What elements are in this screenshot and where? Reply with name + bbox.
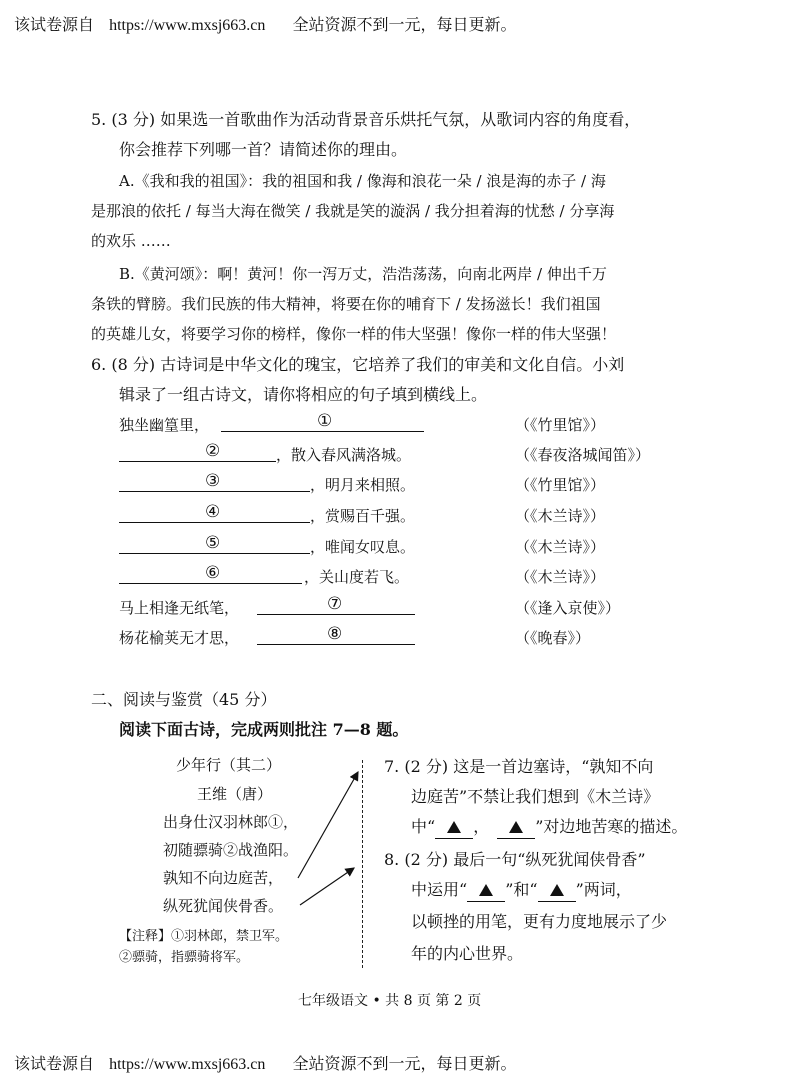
watermark-url[interactable]: https://www.mxsj663.cn <box>109 1056 266 1073</box>
q6-blank-2-num: ② <box>205 441 221 461</box>
q8-line3: 以顿挫的用笔，更有力度地展示了少 <box>411 912 668 931</box>
q6-blank-4[interactable] <box>119 522 310 523</box>
arrow-q8 <box>300 868 354 905</box>
watermark-source: 该试卷源自 <box>14 15 95 34</box>
q6-blank-6-num: ⑥ <box>205 563 221 583</box>
poem-line1: 出身仕汉羽林郎①， <box>163 813 299 831</box>
q6-blank-3-num: ③ <box>205 471 221 491</box>
triangle-icon <box>509 821 523 833</box>
q6-row1-source: （《竹里馆》） <box>515 416 606 434</box>
q8-line2 <box>411 880 632 902</box>
watermark-url[interactable]: https://www.mxsj663.cn <box>109 17 266 34</box>
arrow-q7 <box>298 772 358 878</box>
q7-line3-b: ， <box>473 817 490 836</box>
page-footer: 七年级语文 • 共 8 页 第 2 页 <box>298 993 482 1009</box>
q6-row6-suffix: ，关山度若飞。 <box>304 568 410 586</box>
q5-option-b-line3: 的英雄儿女，将要学习你的榜样，像你一样的伟大坚强！像你一样的伟大坚强！ <box>91 325 617 343</box>
poem-line3: 孰知不向边庭苦， <box>163 869 284 887</box>
q6-line1: 6. (8 分) 古诗词是中华文化的瑰宝，它培养了我们的审美和文化自信。小刘 <box>91 355 625 374</box>
q6-blank-8[interactable] <box>257 644 415 645</box>
triangle-icon <box>447 821 461 833</box>
triangle-icon <box>479 884 493 896</box>
q6-blank-5[interactable] <box>119 553 310 554</box>
q6-row3-suffix: ，明月来相照。 <box>310 476 416 494</box>
poem-line2: 初随骠骑②战渔阳。 <box>163 841 299 859</box>
q5-line1: 5. (3 分) 如果选一首歌曲作为活动背景音乐烘托气氛，从歌词内容的角度看， <box>91 110 641 129</box>
watermark-slogan: 全站资源不到一元，每日更新。 <box>292 1054 517 1073</box>
q6-row5-source: （《木兰诗》） <box>515 538 606 556</box>
poem-author: 王维（唐） <box>197 785 273 803</box>
q7-line1: 7. (2 分) 这是一首边塞诗，“孰知不向 <box>384 757 654 776</box>
q6-row1-prefix: 独坐幽篁里， <box>119 416 210 434</box>
q6-row7-prefix: 马上相逢无纸笔， <box>119 599 240 617</box>
q8-line4: 年的内心世界。 <box>411 944 524 963</box>
q6-blank-6[interactable] <box>119 583 302 584</box>
poem-line4: 纵死犹闻侠骨香。 <box>163 897 284 915</box>
section2-instruction: 阅读下面古诗，完成两则批注 7—8 题。 <box>119 720 409 739</box>
watermark-top <box>14 12 517 35</box>
watermark-source: 该试卷源自 <box>14 1054 95 1073</box>
q6-blank-1[interactable] <box>221 431 424 432</box>
q6-line2: 辑录了一组古诗文，请你将相应的句子填到横线上。 <box>119 385 488 404</box>
q6-row2-suffix: ，散入春风满洛城。 <box>276 446 412 464</box>
q6-blank-7[interactable] <box>257 614 415 615</box>
q8-line1: 8. (2 分) 最后一句“纵死犹闻侠骨香” <box>384 850 646 869</box>
q6-row4-suffix: ，赏赐百千强。 <box>310 507 416 525</box>
q6-row8-source: （《晚春》） <box>515 629 591 647</box>
q6-blank-3[interactable] <box>119 491 310 492</box>
q8-line2-b: ”和“ <box>505 880 538 899</box>
q6-row3-source: （《竹里馆》） <box>515 476 606 494</box>
q6-blank-4-num: ④ <box>205 502 221 522</box>
q6-blank-1-num: ① <box>317 411 333 431</box>
q6-row6-source: （《木兰诗》） <box>515 568 606 586</box>
q7-line3-a: 中“ <box>411 817 436 836</box>
dashed-divider <box>362 760 363 968</box>
q6-row8-prefix: 杨花榆荚无才思， <box>119 629 240 647</box>
poem-note1: 【注释】①羽林郎，禁卫军。 <box>119 929 289 944</box>
q7-line3-c: ”对边地苦寒的描述。 <box>535 817 688 836</box>
q8-answer-blank-2[interactable] <box>538 880 576 902</box>
q5-option-a-line1: A.《我和我的祖国》：我的祖国和我 / 像海和浪花一朵 / 浪是海的赤子 / 海 <box>119 172 606 190</box>
q7-answer-blank-2[interactable] <box>497 817 535 839</box>
q6-row2-source: （《春夜洛城闻笛》） <box>515 446 651 464</box>
watermark-slogan: 全站资源不到一元，每日更新。 <box>292 15 517 34</box>
q8-line2-c: ”两词， <box>575 880 632 899</box>
poem-note2: ②骠骑，指骠骑将军。 <box>119 950 250 965</box>
q8-line2-a: 中运用“ <box>411 880 468 899</box>
q7-line2: 边庭苦”不禁让我们想到《木兰诗》 <box>411 787 660 806</box>
q6-blank-8-num: ⑧ <box>327 624 343 644</box>
q7-line3 <box>411 817 687 839</box>
q6-row4-source: （《木兰诗》） <box>515 507 606 525</box>
triangle-icon <box>550 884 564 896</box>
poem-title: 少年行（其二） <box>176 756 282 774</box>
q6-blank-5-num: ⑤ <box>205 533 221 553</box>
q5-line2: 你会推荐下列哪一首？请简述你的理由。 <box>119 140 408 159</box>
q6-row7-source: （《逢入京使》） <box>515 599 621 617</box>
q6-blank-7-num: ⑦ <box>327 594 343 614</box>
q6-blank-2[interactable] <box>119 461 276 462</box>
q5-option-a-line3: 的欢乐 …… <box>91 232 171 250</box>
q7-answer-blank-1[interactable] <box>435 817 473 839</box>
watermark-bottom <box>14 1051 517 1074</box>
q5-option-b-line1: B.《黄河颂》：啊！黄河！你一泻万丈，浩浩荡荡，向南北两岸 / 伸出千万 <box>119 265 607 283</box>
annotation-arrows <box>290 760 370 920</box>
q5-option-a-line2: 是那浪的依托 / 每当大海在微笑 / 我就是笑的漩涡 / 我分担着海的忧愁 / 分享海 <box>91 202 615 220</box>
q6-row5-suffix: ，唯闻女叹息。 <box>310 538 416 556</box>
q8-answer-blank-1[interactable] <box>467 880 505 902</box>
q5-option-b-line2: 条铁的臂膀。我们民族的伟大精神，将要在你的哺育下 / 发扬滋长！我们祖国 <box>91 295 601 313</box>
section2-title: 二、阅读与鉴赏（45 分） <box>91 690 277 709</box>
